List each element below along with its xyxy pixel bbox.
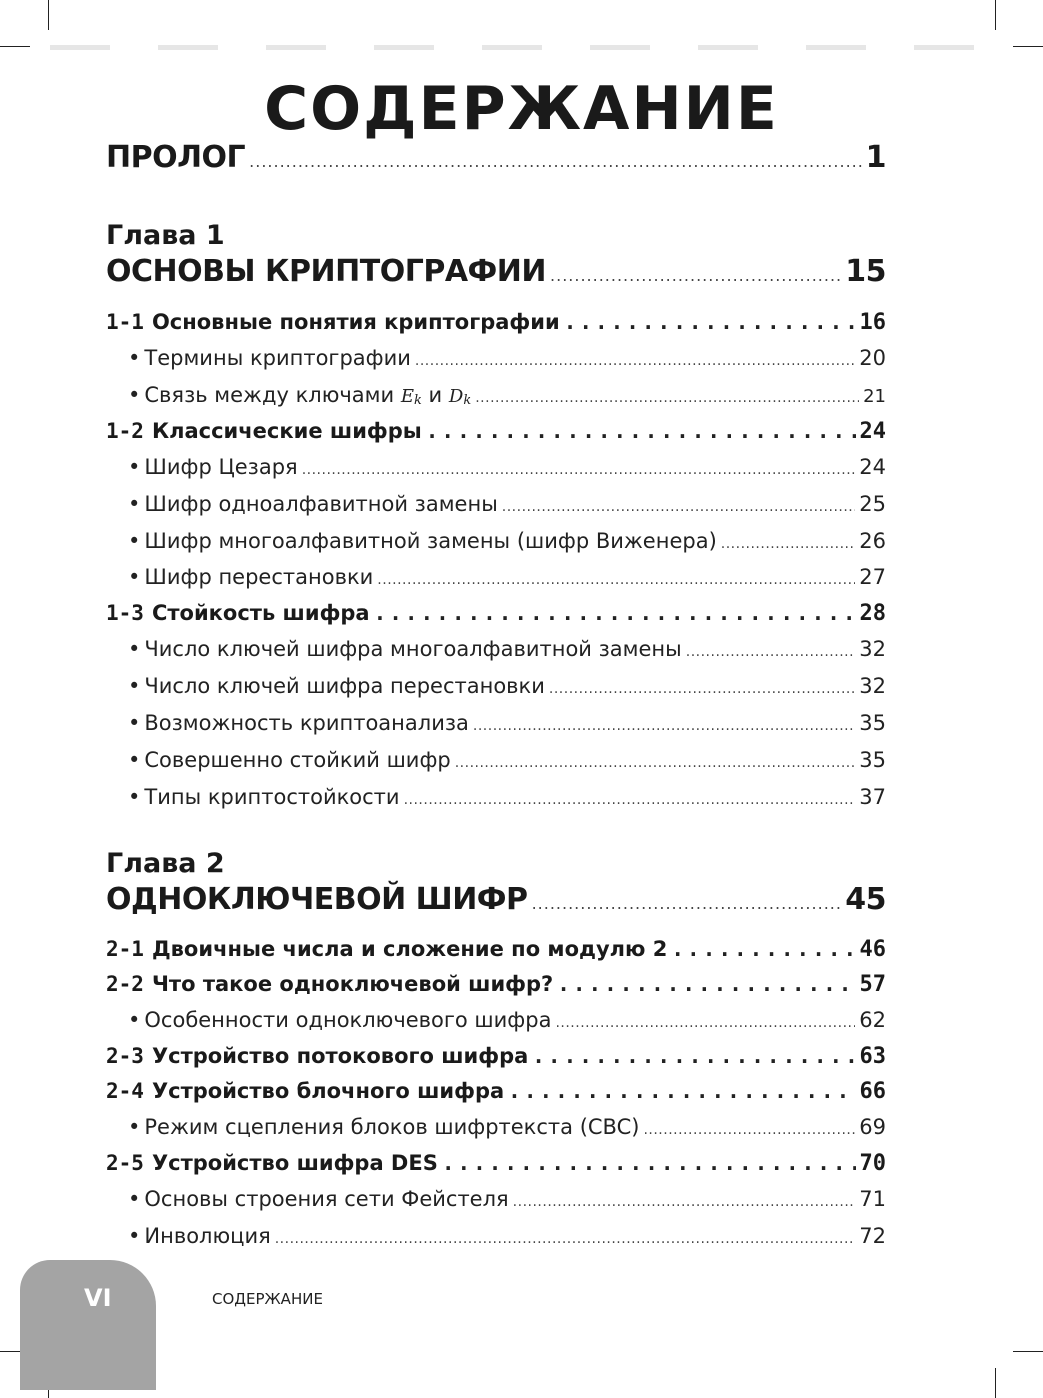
subsection-label: Шифр многоалфавитной замены (шифр Виженера) bbox=[144, 529, 717, 553]
toc-subsection[interactable] bbox=[128, 637, 886, 661]
toc-subsection[interactable] bbox=[128, 1115, 886, 1139]
entry-page: 62 bbox=[859, 1008, 886, 1032]
section-number: 2-3 bbox=[106, 1044, 144, 1068]
subsection-label: Число ключей шифра многоалфавитной замены bbox=[144, 637, 682, 661]
section-number: 2-5 bbox=[106, 1151, 144, 1175]
section-label: Двоичные числа и сложение по модулю 2 bbox=[151, 937, 668, 961]
toc-entry-chapter-1[interactable] bbox=[106, 254, 886, 289]
dot-leader bbox=[532, 1044, 855, 1068]
dot-leader bbox=[473, 718, 855, 734]
toc-subsection[interactable] bbox=[128, 1224, 886, 1248]
page-title: СОДЕРЖАНИЕ bbox=[264, 74, 779, 144]
toc-subsection[interactable] bbox=[128, 383, 886, 408]
entry-page: 32 bbox=[859, 674, 886, 698]
section-label: Стойкость шифра bbox=[151, 601, 370, 625]
entry-label: ОСНОВЫ КРИПТОГРАФИИ bbox=[106, 254, 547, 289]
entry-page: 20 bbox=[859, 346, 886, 370]
key-d: $D_k$ bbox=[448, 386, 472, 408]
entry-page: 69 bbox=[859, 1115, 886, 1139]
entry-page: 45 bbox=[845, 882, 886, 917]
subsection-label: Шифр одноалфавитной замены bbox=[144, 492, 498, 516]
entry-page: 32 bbox=[859, 637, 886, 661]
subsection-label: Шифр Цезаря bbox=[144, 455, 298, 479]
dot-leader bbox=[377, 572, 855, 588]
bullet-icon: • bbox=[128, 383, 141, 407]
subsection-label: Типы криптостойкости bbox=[144, 785, 400, 809]
dot-leader bbox=[564, 310, 856, 334]
entry-page: 24 bbox=[859, 419, 886, 444]
toc-subsection[interactable] bbox=[128, 674, 886, 698]
toc-section[interactable] bbox=[106, 972, 886, 997]
subsection-label: Число ключей шифра перестановки bbox=[144, 674, 545, 698]
page-number: VI bbox=[84, 1284, 112, 1312]
entry-page: 24 bbox=[859, 455, 886, 479]
toc-section[interactable] bbox=[106, 601, 886, 626]
section-label: Основные понятия криптографии bbox=[151, 310, 560, 334]
dot-leader bbox=[549, 681, 855, 697]
toc-section[interactable] bbox=[106, 937, 886, 962]
dot-leader bbox=[557, 972, 855, 996]
dot-leader bbox=[415, 353, 855, 369]
dot-leader bbox=[508, 1079, 855, 1103]
dot-leader bbox=[442, 1151, 856, 1175]
dot-leader bbox=[686, 644, 856, 660]
bullet-icon: • bbox=[128, 1115, 141, 1139]
entry-label: ПРОЛОГ bbox=[106, 140, 246, 175]
toc-subsection[interactable] bbox=[128, 1008, 886, 1032]
bullet-icon: • bbox=[128, 711, 141, 735]
entry-page: 15 bbox=[845, 254, 886, 289]
dot-leader bbox=[502, 499, 855, 515]
subsection-label: Особенности одноключевого шифра bbox=[144, 1008, 552, 1032]
section-label: Что такое одноключевой шифр? bbox=[151, 972, 554, 996]
toc-subsection[interactable] bbox=[128, 455, 886, 479]
bullet-icon: • bbox=[128, 674, 141, 698]
dot-leader bbox=[249, 152, 861, 171]
bullet-icon: • bbox=[128, 1008, 141, 1032]
bullet-icon: • bbox=[128, 1187, 141, 1211]
subsection-label: Основы строения сети Фейстеля bbox=[144, 1187, 509, 1211]
chapter-number: Глава 2 bbox=[106, 848, 225, 879]
crop-mark bbox=[1013, 46, 1043, 47]
dot-leader bbox=[374, 601, 856, 625]
section-number: 1-3 bbox=[106, 601, 144, 625]
dot-leader bbox=[671, 937, 855, 961]
dot-leader bbox=[426, 419, 856, 443]
bullet-icon: • bbox=[128, 492, 141, 516]
dot-leader bbox=[555, 1015, 855, 1031]
crop-mark bbox=[48, 0, 49, 30]
toc-subsection[interactable] bbox=[128, 785, 886, 809]
entry-page: 57 bbox=[859, 972, 886, 997]
crop-mark bbox=[995, 1368, 996, 1398]
section-label: Устройство блочного шифра bbox=[151, 1079, 505, 1103]
entry-page: 46 bbox=[859, 937, 886, 962]
section-number: 2-2 bbox=[106, 972, 144, 996]
toc-subsection[interactable] bbox=[128, 711, 886, 735]
toc-entry-prologue[interactable] bbox=[106, 140, 886, 175]
toc-subsection[interactable] bbox=[128, 529, 886, 553]
toc-subsection[interactable] bbox=[128, 565, 886, 589]
subsection-label: Совершенно стойкий шифр bbox=[144, 748, 451, 772]
dot-leader bbox=[302, 462, 856, 478]
entry-page: 25 bbox=[859, 492, 886, 516]
bullet-icon: • bbox=[128, 785, 141, 809]
entry-label: ОДНОКЛЮЧЕВОЙ ШИФР bbox=[106, 882, 528, 917]
section-label: Устройство потокового шифра bbox=[151, 1044, 529, 1068]
crop-mark bbox=[0, 46, 30, 47]
crop-mark bbox=[1013, 1351, 1043, 1352]
toc-section[interactable] bbox=[106, 1079, 886, 1104]
dot-leader bbox=[455, 755, 856, 771]
entry-page: 27 bbox=[859, 565, 886, 589]
entry-page: 1 bbox=[865, 140, 886, 175]
toc-subsection[interactable] bbox=[128, 1187, 886, 1211]
toc-section[interactable] bbox=[106, 419, 886, 444]
subsection-label: Шифр перестановки bbox=[144, 565, 374, 589]
entry-page: 63 bbox=[859, 1044, 886, 1069]
bullet-icon: • bbox=[128, 1224, 141, 1248]
dot-leader bbox=[475, 390, 859, 406]
dot-leader bbox=[721, 536, 856, 552]
entry-page: 70 bbox=[859, 1151, 886, 1176]
entry-page: 16 bbox=[859, 310, 886, 335]
conjunction: и bbox=[428, 383, 443, 407]
dot-leader bbox=[275, 1231, 856, 1247]
dot-leader bbox=[513, 1194, 856, 1210]
subsection-label: Режим сцепления блоков шифртекста (CBC) bbox=[144, 1115, 640, 1139]
entry-page: 28 bbox=[859, 601, 886, 626]
top-dash-pattern bbox=[50, 45, 1000, 50]
toc-section[interactable] bbox=[106, 1151, 886, 1176]
toc-entry-chapter-2[interactable] bbox=[106, 882, 886, 917]
subsection-label: Связь между ключами bbox=[144, 383, 395, 407]
bullet-icon: • bbox=[128, 455, 141, 479]
toc-subsection[interactable] bbox=[128, 346, 886, 370]
entry-page: 72 bbox=[859, 1224, 886, 1248]
subsection-label: Инволюция bbox=[144, 1224, 271, 1248]
page-number-tab bbox=[20, 1260, 156, 1390]
bullet-icon: • bbox=[128, 637, 141, 661]
running-title: СОДЕРЖАНИЕ bbox=[212, 1290, 323, 1308]
entry-page: 66 bbox=[859, 1079, 886, 1104]
entry-page: 71 bbox=[859, 1187, 886, 1211]
toc-section[interactable] bbox=[106, 310, 886, 335]
toc-section[interactable] bbox=[106, 1044, 886, 1069]
key-e: $E_k$ bbox=[400, 386, 422, 408]
section-number: 1-1 bbox=[106, 310, 144, 334]
section-label: Классические шифры bbox=[151, 419, 422, 443]
bullet-icon: • bbox=[128, 346, 141, 370]
dot-leader bbox=[404, 792, 856, 808]
section-number: 2-4 bbox=[106, 1079, 144, 1103]
entry-page: 35 bbox=[859, 748, 886, 772]
dot-leader bbox=[532, 894, 842, 913]
crop-mark bbox=[995, 0, 996, 30]
entry-page: 21 bbox=[863, 386, 886, 407]
section-number: 2-1 bbox=[106, 937, 144, 961]
dot-leader bbox=[550, 266, 841, 285]
section-label: Устройство шифра DES bbox=[151, 1151, 438, 1175]
entry-page: 37 bbox=[859, 785, 886, 809]
subsection-label: Возможность криптоанализа bbox=[144, 711, 469, 735]
entry-page: 35 bbox=[859, 711, 886, 735]
bullet-icon: • bbox=[128, 529, 141, 553]
section-number: 1-2 bbox=[106, 419, 144, 443]
bullet-icon: • bbox=[128, 565, 141, 589]
dot-leader bbox=[643, 1122, 855, 1138]
subsection-label: Термины криптографии bbox=[144, 346, 411, 370]
chapter-number: Глава 1 bbox=[106, 220, 225, 251]
entry-page: 26 bbox=[859, 529, 886, 553]
toc-subsection[interactable] bbox=[128, 748, 886, 772]
toc-subsection[interactable] bbox=[128, 492, 886, 516]
bullet-icon: • bbox=[128, 748, 141, 772]
